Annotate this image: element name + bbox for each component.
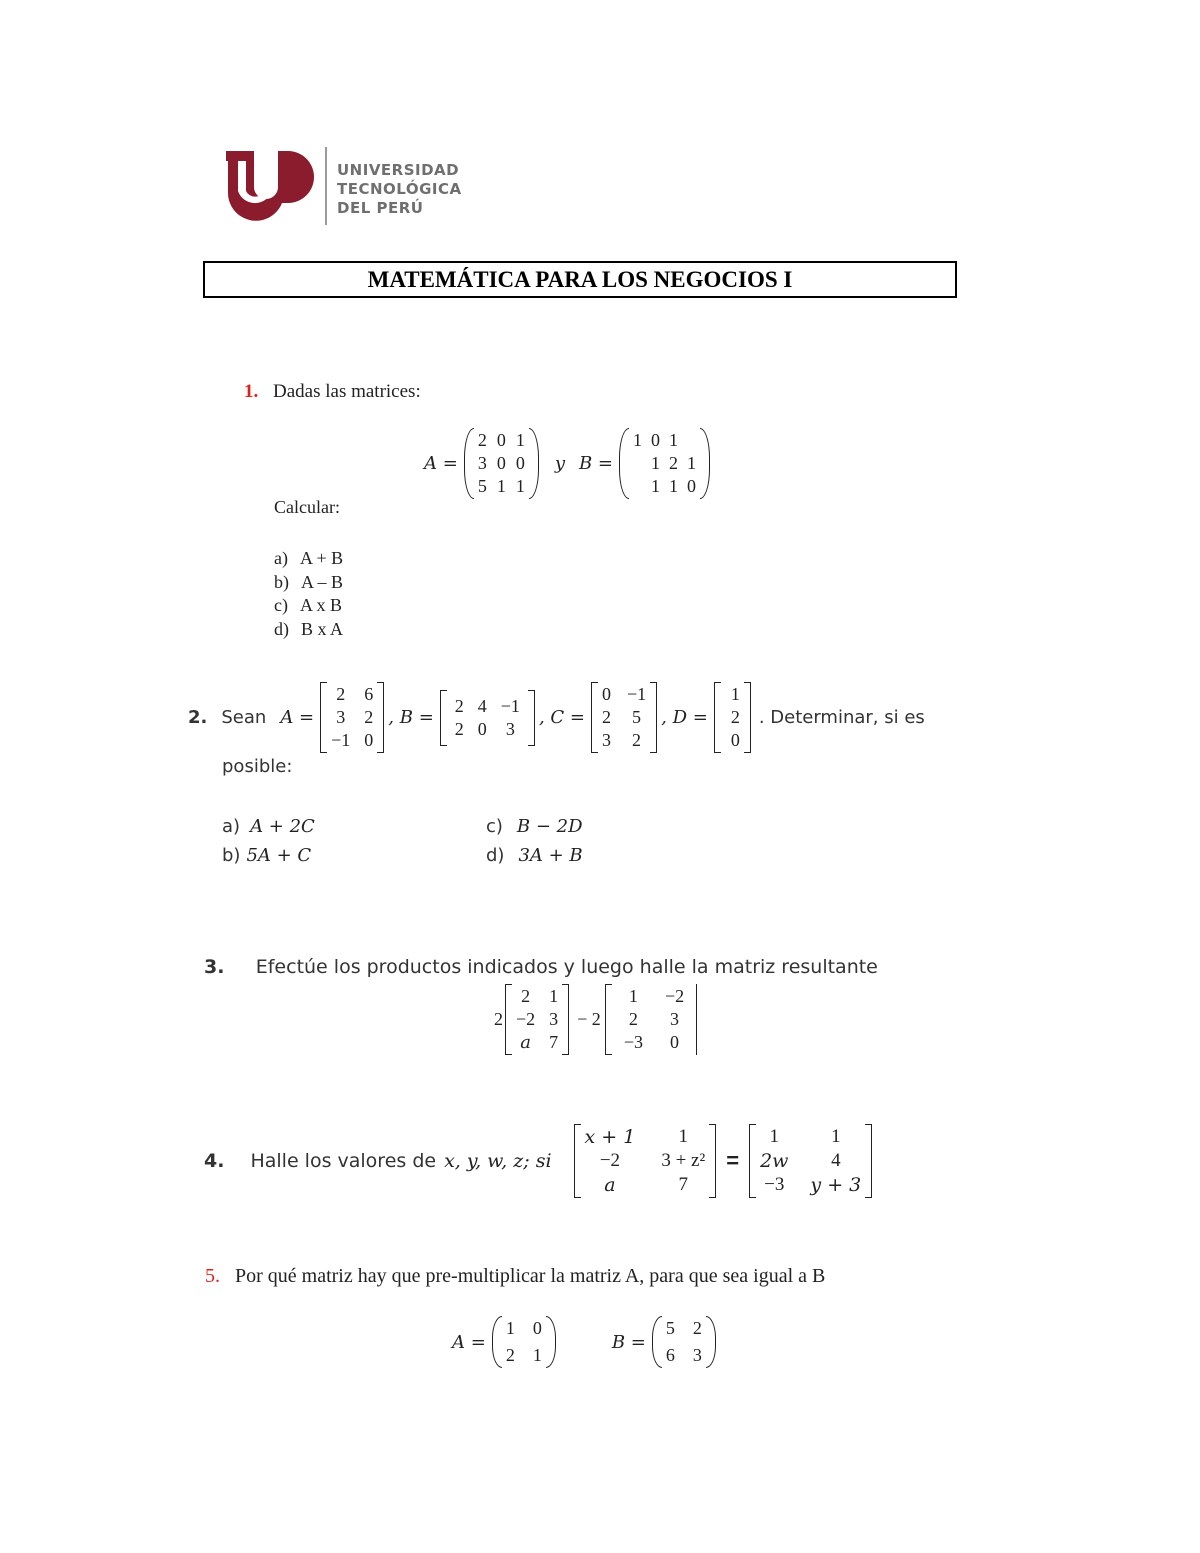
cell: 4: [477, 695, 487, 716]
cell: 1: [730, 684, 740, 704]
q5-number: 5.: [205, 1265, 220, 1287]
cell: 1: [651, 453, 661, 473]
q2-items-right: [486, 812, 583, 870]
cell: 3: [505, 718, 515, 739]
q4-vars: x, y, w, z; si: [444, 1150, 552, 1172]
cell: 2: [336, 684, 346, 704]
cell: x + 1: [584, 1126, 636, 1148]
q1-items: [274, 547, 343, 641]
cell: 2: [364, 707, 374, 727]
cell: 0: [651, 430, 661, 450]
cell: 2: [669, 453, 679, 473]
cell: 1: [651, 476, 661, 496]
q3-heading: [204, 956, 878, 979]
cell: 0: [601, 684, 611, 704]
q3-matrix-1: [505, 984, 569, 1055]
cell: 2: [505, 1345, 515, 1365]
cell: 6: [665, 1345, 675, 1365]
cell: 0: [670, 1032, 680, 1052]
cell: −1: [626, 684, 647, 704]
logo-text: [337, 161, 462, 218]
q2-heading: [188, 682, 925, 753]
q1-matrix-a: [464, 428, 539, 499]
q1-item-b: b) A – B: [274, 571, 344, 592]
cell: 3: [692, 1345, 702, 1365]
cell: 2: [601, 707, 611, 727]
cell: a: [604, 1174, 616, 1196]
q3-text: Efectúe los productos indicados y luego halle la matriz resultante: [255, 956, 878, 978]
q1-b-label: B =: [578, 453, 614, 474]
cell: 0: [515, 453, 525, 473]
cell: 7: [549, 1032, 559, 1052]
cell: 2: [632, 730, 642, 750]
cell: 0: [687, 476, 697, 496]
q1-matrix-b: [619, 428, 710, 499]
q3-minus: − 2: [577, 1009, 601, 1029]
cell: a: [520, 1032, 531, 1053]
q3-expression: [494, 984, 697, 1055]
q2-b-label: , B =: [388, 707, 434, 728]
q2-item-d: d) 3A + B: [486, 845, 583, 866]
cell: 2: [521, 986, 531, 1006]
q5-matrix-b: [652, 1316, 716, 1368]
cell: 3 + z²: [661, 1150, 706, 1171]
q1-item-a: a) A + B: [274, 548, 344, 568]
cell: 2: [628, 1009, 638, 1029]
logo-divider: [325, 147, 327, 225]
cell: 5: [665, 1318, 675, 1338]
q4-row: [204, 1124, 872, 1198]
q1-item-d: d) B x A: [274, 618, 344, 639]
cell: 1: [831, 1126, 841, 1147]
q2-matrix-c: [591, 682, 657, 753]
q2-number: 2.: [188, 707, 208, 728]
q4-number: 4.: [204, 1150, 225, 1172]
cell: 1: [687, 453, 697, 473]
cell: 0: [730, 730, 740, 750]
q2-sean: Sean: [221, 707, 267, 728]
cell: 1: [505, 1318, 515, 1338]
cell: 3: [601, 730, 611, 750]
q1-y: y: [554, 453, 565, 474]
cell: 3: [549, 1009, 559, 1029]
q2-d-label: , D =: [661, 707, 708, 728]
q2-text: . Determinar, si es: [758, 707, 925, 728]
q2-text-2: posible:: [222, 756, 293, 777]
q1-matrix-b-cells: [629, 428, 700, 499]
cell: 0: [496, 430, 506, 450]
cell: 1: [532, 1345, 542, 1365]
cell: 4: [831, 1150, 841, 1171]
q1-text: Dadas las matrices:: [273, 381, 421, 402]
q5-a-label: A =: [452, 1331, 486, 1353]
q1-item-c: c) A x B: [274, 595, 342, 615]
q2-item-a: a) A + 2C: [222, 816, 315, 837]
q3-matrix-2: [605, 984, 697, 1055]
cell: 2: [454, 695, 464, 716]
cell: −2: [664, 986, 685, 1006]
q1-matrix-a-cells: [474, 428, 529, 499]
cell: 2: [692, 1318, 702, 1338]
q5-matrix-a: [492, 1316, 556, 1368]
cell: 1: [515, 476, 525, 496]
cell: 5: [632, 707, 642, 727]
q5-heading: [205, 1265, 825, 1288]
cell: 1: [633, 430, 643, 450]
cell: −3: [623, 1032, 643, 1052]
cell: y + 3: [810, 1174, 862, 1196]
utp-logo-icon: [224, 147, 316, 227]
cell: 1: [549, 986, 559, 1006]
q3-number: 3.: [204, 956, 225, 978]
q2-matrix-a: [320, 682, 384, 753]
q5-matrices: [452, 1316, 716, 1368]
q2-items-left: [222, 812, 315, 870]
q1-calc-label: Calcular:: [274, 497, 340, 517]
cell: 1: [515, 430, 525, 450]
cell: 3: [477, 453, 487, 473]
cell: 1: [769, 1126, 779, 1147]
cell: −1: [500, 695, 520, 716]
q2-item-c: c) B − 2D: [486, 816, 583, 837]
q1-heading: [244, 381, 421, 403]
q3-coef: 2: [494, 1009, 503, 1029]
q4-matrix-right: [749, 1124, 872, 1198]
q2-c-label: , C =: [538, 707, 585, 728]
cell: 1: [628, 986, 638, 1006]
cell: 2w: [760, 1150, 789, 1172]
page-title-text: MATEMÁTICA PARA LOS NEGOCIOS I: [367, 266, 793, 292]
cell: 1: [678, 1126, 689, 1147]
cell: 1: [496, 476, 506, 496]
q5-text: Por qué matriz hay que pre-multiplicar la matriz A, para que sea igual a B: [235, 1265, 826, 1287]
cell: 5: [477, 476, 487, 496]
cell: −1: [331, 730, 351, 750]
cell: −2: [599, 1150, 621, 1171]
university-logo: [224, 147, 464, 227]
cell: 6: [364, 684, 374, 704]
cell: 0: [364, 730, 374, 750]
cell: 1: [669, 430, 679, 450]
q4-matrix-left: [574, 1124, 717, 1198]
cell: 0: [477, 718, 487, 739]
q4-equals: =: [726, 1148, 740, 1173]
q2-item-b: b) 5A + C: [222, 845, 312, 866]
logo-line-3: DEL PERÚ: [337, 199, 424, 217]
cell: 0: [496, 453, 506, 473]
q5-b-label: B =: [611, 1331, 646, 1353]
cell: −3: [764, 1174, 785, 1195]
q2-a-label: A =: [280, 707, 315, 728]
cell: 0: [532, 1318, 542, 1338]
logo-line-2: TECNOLÓGICA: [337, 180, 462, 198]
logo-line-1: UNIVERSIDAD: [337, 161, 460, 179]
q1-a-label: A =: [424, 453, 458, 474]
q4-text: Halle los valores de: [250, 1150, 437, 1172]
cell: 2: [477, 430, 487, 450]
page-title: [203, 261, 957, 298]
cell: 1: [669, 476, 679, 496]
q2-matrix-b: [440, 690, 535, 746]
cell: 2: [454, 718, 464, 739]
cell: 3: [670, 1009, 680, 1029]
q1-number: 1.: [244, 381, 259, 402]
cell: 3: [336, 707, 346, 727]
cell: 2: [730, 707, 740, 727]
q2-matrix-d: [714, 682, 751, 753]
q1-matrices: [424, 428, 710, 499]
cell: 7: [678, 1174, 689, 1195]
cell: −2: [516, 1009, 536, 1029]
